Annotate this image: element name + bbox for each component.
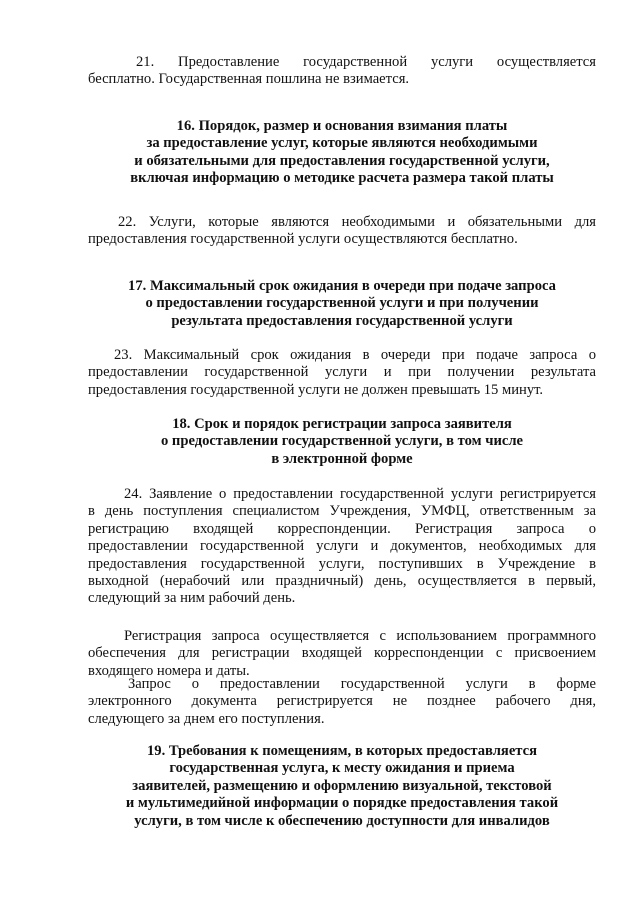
text-line: 21. Предоставление государственной услуги осуществляется (136, 54, 596, 70)
heading-19 (88, 743, 596, 830)
heading-line: в электронной форме (271, 450, 413, 467)
text-line: входящего номера и даты. (88, 662, 250, 679)
heading-line: государственная услуга, к месту ожидания и приема (169, 760, 515, 777)
heading-line: за предоставление услуг, которые являются необходимыми (146, 135, 538, 152)
text-line: Регистрация запроса осуществляется с использованием программного (124, 628, 596, 644)
heading-line: 16. Порядок, размер и основания взимания платы (176, 118, 508, 134)
heading-line: включая информацию о методике расчета размера такой платы (130, 170, 554, 187)
heading-line: заявителей, размещению и оформлению визуальной, текстовой (132, 777, 552, 794)
heading-line: 18. Срок и порядок регистрации запроса заявителя (172, 416, 512, 432)
text-line: предоставления государственной услуги не должен превышать 15 минут. (88, 381, 544, 398)
heading-18 (88, 416, 596, 468)
text-line: 23. Максимальный срок ожидания в очереди при подаче запроса о (114, 347, 596, 363)
paragraph-24-electronic (88, 676, 596, 728)
text-line: предоставления государственной услуги осуществляются бесплатно. (88, 231, 518, 248)
paragraph-24-registration (88, 628, 596, 680)
text-line: выходной (нерабочий или праздничный) день, осуществляется в первый, (88, 573, 596, 590)
text-line: 24. Заявление о предоставлении государственной услуги регистрируется (124, 486, 596, 502)
text-line: предоставлении государственной услуги и при получении результата (88, 364, 596, 381)
paragraph-21 (88, 54, 596, 89)
heading-line: услуги, в том числе к обеспечению доступности для инвалидов (134, 812, 550, 829)
heading-line: о предоставлении государственной услуги и при получении (145, 295, 539, 312)
text-line: в день поступления специалистом Учреждения, УМФЦ, ответственным за (88, 503, 596, 520)
heading-line: о предоставлении государственной услуги, в том числе (160, 433, 523, 450)
text-line: 22. Услуги, которые являются необходимыми и обязательными для (118, 214, 596, 230)
heading-line: 19. Требования к помещениям, в которых предоставляется (146, 743, 538, 759)
paragraph-23 (88, 347, 596, 399)
paragraph-24 (88, 486, 596, 608)
heading-16 (88, 118, 596, 188)
text-line: бесплатно. Государственная пошлина не взимается. (88, 71, 410, 88)
heading-line: результата предоставления государственной услуги (171, 312, 513, 329)
paragraph-22 (88, 214, 596, 249)
text-line: следующий за ним рабочий день. (88, 590, 296, 607)
text-line: обеспечения для регистрации входящей корреспонденции с присвоением (88, 645, 596, 662)
text-line: предоставления государственной услуги, поступивших в Учреждение в (88, 555, 596, 572)
heading-line: 17. Максимальный срок ожидания в очереди при подаче запроса (128, 278, 556, 294)
heading-17 (88, 278, 596, 330)
text-line: электронного документа регистрируется не позднее рабочего дня, (88, 693, 596, 710)
text-line: Запрос о предоставлении государственной услуги в форме (128, 676, 596, 692)
heading-line: и мультимедийной информации о порядке предоставления такой (125, 795, 559, 812)
heading-line: и обязательными для предоставления государственной услуги, (134, 152, 550, 169)
text-line: регистрацию входящей корреспонденции. Регистрация запроса о (88, 520, 596, 537)
text-line: предоставлении государственной услуги и документов, необходимых для (88, 538, 596, 555)
text-line: следующего за днем его поступления. (88, 710, 325, 727)
